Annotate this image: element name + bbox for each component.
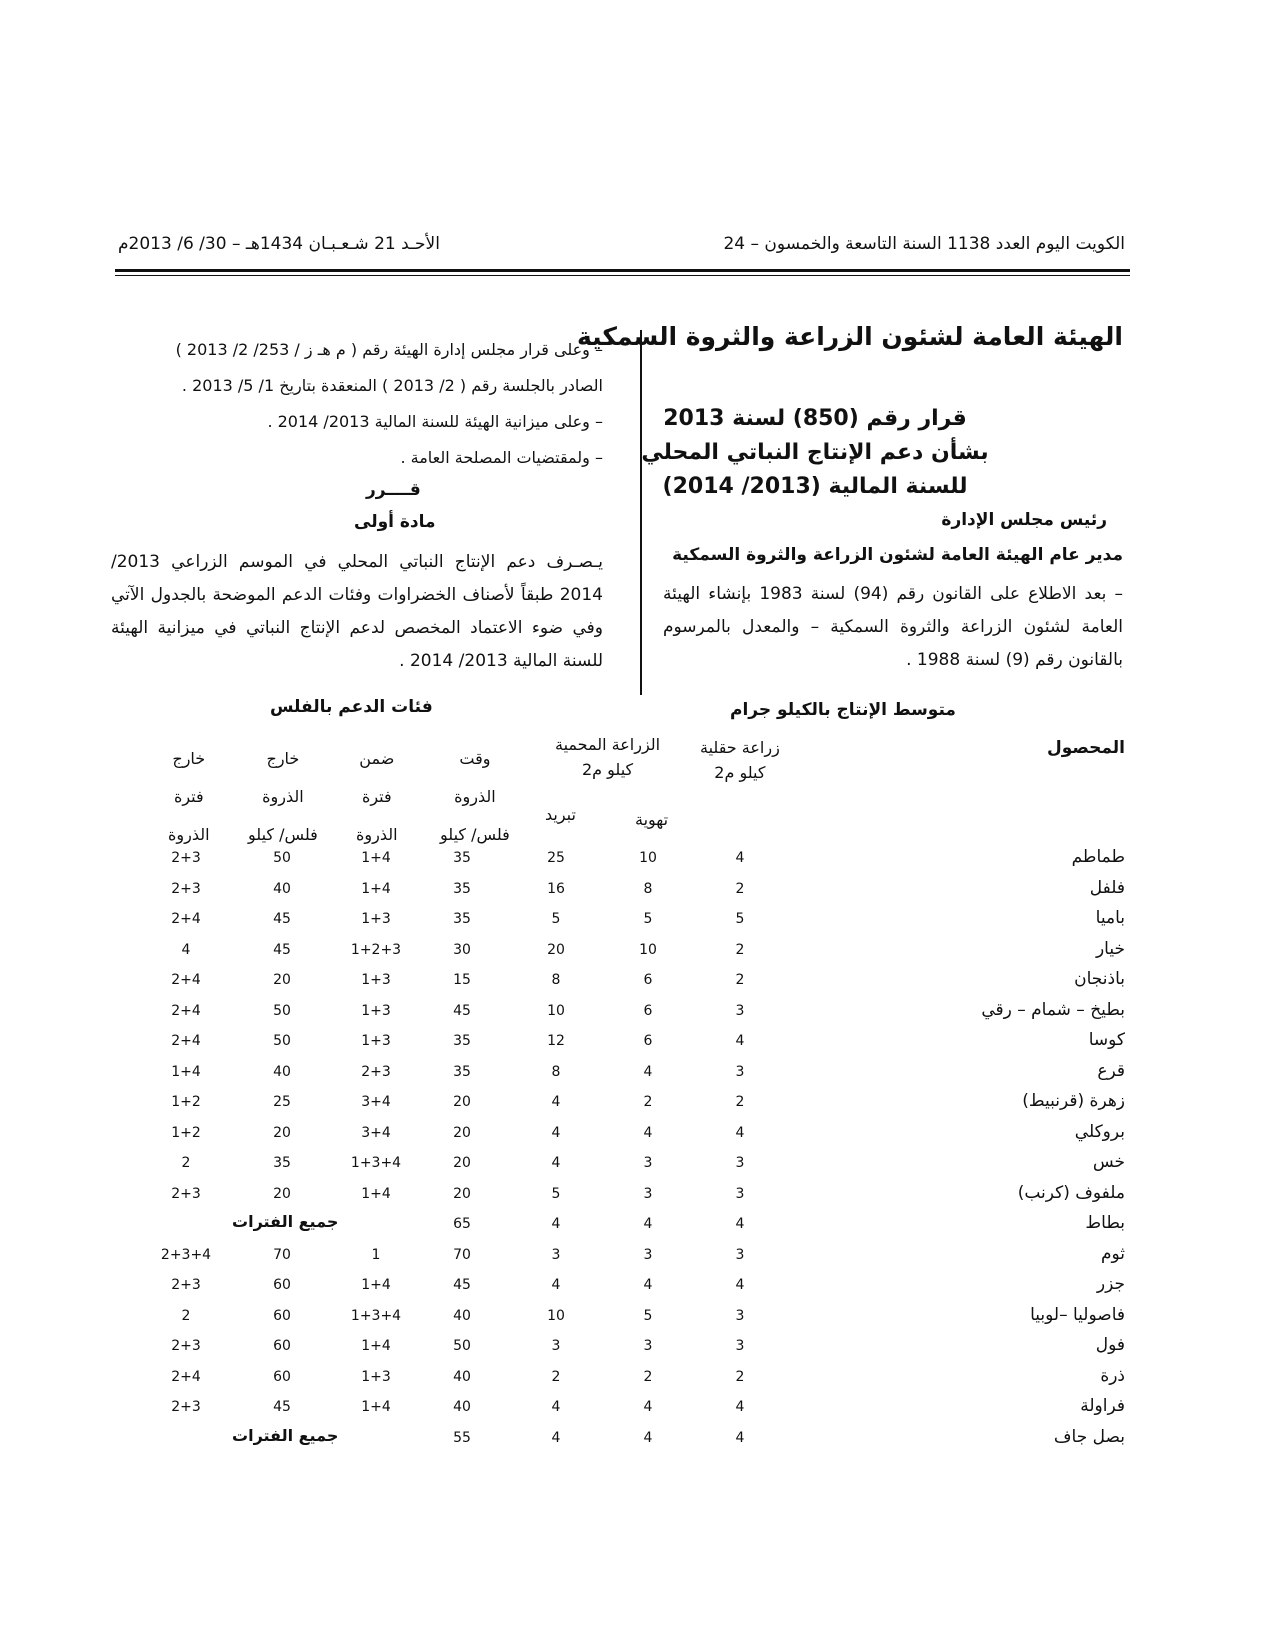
header-protected-line: الزراعة المحمية xyxy=(555,735,661,754)
cell-peak-time: 50 xyxy=(453,1338,471,1354)
preamble-text: – بعد الاطلاع على القانون رقم (94) لسنة 1983 بإنشاء الهيئة العامة لشئون الزراعة والثروة السمكية – والمعدل بالمرسوم بالقانون رقم (9) لسنة 1988 . xyxy=(663,584,1124,670)
cell-field: 4 xyxy=(735,1033,745,1049)
cell-outside-peak: 45 xyxy=(273,911,291,927)
cell-cooling: 4 xyxy=(551,1124,561,1141)
cell-within-period: 1+4 xyxy=(361,880,391,897)
cell-peak-time: 40 xyxy=(453,1307,471,1324)
cell-cooling: 4 xyxy=(551,1094,561,1110)
cell-crop: كوسا xyxy=(1088,1030,1125,1050)
header-peak-line: وقت xyxy=(459,749,491,768)
cell-outside-peak: 20 xyxy=(273,972,291,988)
cell-peak-time: 40 xyxy=(453,1399,471,1415)
support-group-heading: فئات الدعم بالفلس xyxy=(270,697,433,717)
cell-within-period: 1+4 xyxy=(361,1338,391,1354)
cell-outside-period: 2+3 xyxy=(171,1399,201,1415)
cell-outside-peak: 45 xyxy=(273,941,291,958)
cell-within-period: 1+3+4 xyxy=(350,1155,402,1171)
cell-crop: فراولة xyxy=(1080,1396,1125,1416)
cell-cooling: 12 xyxy=(547,1033,565,1049)
cell-outside-peak: 60 xyxy=(273,1307,291,1324)
cell-within-period: 1+4 xyxy=(361,850,391,866)
cell-outside-peak: 50 xyxy=(273,1033,291,1049)
cell-within-period: 1+3 xyxy=(361,1002,391,1019)
cell-peak-time: 15 xyxy=(453,972,471,988)
cell-cooling: 3 xyxy=(551,1338,561,1354)
header-outperiod-line: الذروة xyxy=(168,825,210,844)
cell-peak-time: 65 xyxy=(453,1216,471,1232)
decree-title-line: قرار رقم (850) لسنة 2013 xyxy=(663,406,967,431)
cell-cooling: 8 xyxy=(551,1063,561,1080)
cell-crop: قرع xyxy=(1097,1060,1125,1081)
cell-field: 4 xyxy=(735,1399,745,1415)
cell-field: 5 xyxy=(735,911,745,927)
production-group-heading: متوسط الإنتاج بالكيلو جرام xyxy=(730,700,956,720)
cell-field: 4 xyxy=(735,1429,745,1446)
cell-field: 3 xyxy=(735,1246,745,1263)
cell-outside-period: 2 xyxy=(181,1155,191,1171)
cell-ventilation: 3 xyxy=(643,1185,653,1202)
cell-outside-period: 2+4 xyxy=(171,1033,201,1049)
cell-outside-period: 2+3 xyxy=(171,1338,201,1354)
cell-field: 3 xyxy=(735,1338,745,1354)
cell-field: 3 xyxy=(735,1155,745,1171)
all-periods-label: جميع الفترات xyxy=(232,1212,339,1231)
cell-ventilation: 10 xyxy=(639,850,657,866)
cell-ventilation: 2 xyxy=(643,1094,653,1110)
cell-peak-time: 45 xyxy=(453,1277,471,1293)
cell-ventilation: 3 xyxy=(643,1338,653,1354)
cell-ventilation: 4 xyxy=(643,1124,653,1141)
header-outperiod-line: فترة xyxy=(173,787,204,806)
date-info: الأحـد 21 شـعـبـان 1434هـ – 30/ 6/ 2013م xyxy=(118,234,440,254)
header-crop: المحصول xyxy=(1046,738,1125,758)
issue-info: الكويت اليوم العدد 1138 السنة التاسعة والخمسون – 24 xyxy=(723,234,1125,254)
cell-cooling: 3 xyxy=(551,1246,561,1263)
cell-cooling: 4 xyxy=(551,1429,561,1446)
cell-outside-period: 2+4 xyxy=(171,972,201,988)
cell-field: 4 xyxy=(735,1124,745,1141)
cell-field: 3 xyxy=(735,1063,745,1080)
cell-crop: فاصوليا –لوبيا xyxy=(1030,1304,1125,1325)
header-outside-line: فلس/ كيلو xyxy=(248,825,318,844)
cell-outside-period: 2+4 xyxy=(171,911,201,927)
cell-ventilation: 2 xyxy=(643,1368,653,1385)
cell-within-period: 1+4 xyxy=(361,1185,391,1202)
column-divider xyxy=(640,330,642,695)
header-peak-line: الذروة xyxy=(454,787,496,806)
cell-outside-period: 2+4 xyxy=(171,1002,201,1019)
cell-crop: ملفوف (كرنب) xyxy=(1017,1182,1125,1203)
cell-field: 4 xyxy=(735,850,745,866)
cell-outside-peak: 70 xyxy=(273,1246,291,1263)
cell-peak-time: 55 xyxy=(453,1429,471,1446)
authority-title: الهيئة العامة لشئون الزراعة والثروة السمكية xyxy=(576,322,1123,351)
cell-crop: خس xyxy=(1092,1152,1125,1172)
cell-within-period: 3+4 xyxy=(361,1124,391,1141)
cell-within-period: 1+2+3 xyxy=(350,941,402,958)
cell-crop: جزر xyxy=(1096,1274,1125,1294)
cell-within-period: 1 xyxy=(371,1246,381,1263)
decree-title xyxy=(605,402,1025,504)
header-within-line: فترة xyxy=(361,787,392,806)
cell-outside-peak: 20 xyxy=(273,1124,291,1141)
cell-cooling: 4 xyxy=(551,1399,561,1415)
cell-cooling: 4 xyxy=(551,1277,561,1293)
cell-peak-time: 20 xyxy=(453,1124,471,1141)
cell-cooling: 5 xyxy=(551,911,561,927)
cell-crop: باميا xyxy=(1095,908,1125,928)
cell-field: 2 xyxy=(735,941,745,958)
cell-cooling: 2 xyxy=(551,1368,561,1385)
cell-ventilation: 5 xyxy=(643,1307,653,1324)
cell-outside-peak: 35 xyxy=(273,1155,291,1171)
decree-title-line: للسنة المالية (2013/ 2014) xyxy=(662,474,968,499)
header-cooling: تبريد xyxy=(545,805,576,824)
cell-within-period: 1+3 xyxy=(361,911,391,927)
cell-peak-time: 70 xyxy=(453,1246,471,1263)
cell-cooling: 4 xyxy=(551,1216,561,1232)
cell-crop: باذنجان xyxy=(1074,969,1125,989)
cell-outside-peak: 25 xyxy=(273,1094,291,1110)
cell-field: 3 xyxy=(735,1307,745,1324)
all-periods-label: جميع الفترات xyxy=(232,1425,339,1445)
header-field-unit: كيلو م2 xyxy=(714,763,766,782)
cell-field: 2 xyxy=(735,1094,745,1110)
recital-line: – وعلى قرار مجلس إدارة الهيئة رقم ( م هـ ز / 253/ 2/ 2013 ) xyxy=(175,340,603,359)
cell-outside-peak: 20 xyxy=(273,1185,291,1202)
cell-peak-time: 20 xyxy=(453,1185,471,1202)
cell-ventilation: 10 xyxy=(639,941,657,958)
header-within-period xyxy=(356,740,398,854)
cell-outside-period: 4 xyxy=(181,941,191,958)
cell-outside-period: 2+4 xyxy=(171,1368,201,1385)
cell-ventilation: 4 xyxy=(643,1063,653,1080)
cell-outside-peak: 60 xyxy=(273,1338,291,1354)
cell-ventilation: 4 xyxy=(643,1399,653,1415)
header-rule-thick xyxy=(115,269,1130,272)
cell-ventilation: 6 xyxy=(643,1002,653,1019)
cell-outside-period: 1+4 xyxy=(171,1063,201,1080)
cell-peak-time: 35 xyxy=(453,1033,471,1049)
cell-crop: بطيخ – شمام – رقي xyxy=(981,999,1125,1020)
header-outperiod-line: خارج xyxy=(172,749,206,768)
article-title: مادة أولى xyxy=(354,512,436,532)
cell-outside-peak: 50 xyxy=(273,1002,291,1019)
cell-crop: بطاط xyxy=(1085,1213,1125,1233)
cell-outside-period: 1+2 xyxy=(171,1124,201,1141)
cell-field: 2 xyxy=(735,880,745,897)
cell-ventilation: 4 xyxy=(643,1216,653,1232)
cell-outside-peak: 40 xyxy=(273,1063,291,1080)
cell-field: 3 xyxy=(735,1002,745,1019)
cell-outside-peak: 50 xyxy=(273,850,291,866)
header-peak-line: فلس/ كيلو xyxy=(440,825,510,844)
header-field xyxy=(700,738,780,782)
cell-within-period: 3+4 xyxy=(361,1094,391,1110)
cell-field: 2 xyxy=(735,972,745,988)
header-ventilation: تهوية xyxy=(635,810,669,829)
cell-outside-peak: 60 xyxy=(273,1277,291,1293)
cell-ventilation: 3 xyxy=(643,1246,653,1263)
cell-crop: بروكلي xyxy=(1074,1121,1125,1142)
cell-ventilation: 8 xyxy=(643,880,653,897)
cell-peak-time: 45 xyxy=(453,1002,471,1019)
cell-crop: فول xyxy=(1095,1335,1125,1355)
cell-peak-time: 35 xyxy=(453,880,471,897)
cell-field: 2 xyxy=(735,1368,745,1385)
cell-within-period: 2+3 xyxy=(361,1063,391,1080)
cell-peak-time: 35 xyxy=(453,911,471,927)
decree-title-line: بشأن دعم الإنتاج النباتي المحلي xyxy=(641,440,989,465)
cell-peak-time: 20 xyxy=(453,1094,471,1110)
cell-outside-peak: 45 xyxy=(273,1399,291,1415)
header-rule-thin xyxy=(115,275,1130,276)
cell-within-period: 1+3 xyxy=(361,1368,391,1385)
cell-outside-period: 2+3 xyxy=(171,880,201,897)
cell-cooling: 20 xyxy=(547,941,565,958)
cell-field: 3 xyxy=(735,1185,745,1202)
cell-cooling: 5 xyxy=(551,1185,561,1202)
cell-peak-time: 40 xyxy=(453,1368,471,1385)
cell-within-period: 1+3 xyxy=(361,972,391,988)
cell-crop: خيار xyxy=(1095,938,1125,959)
director-general: مدير عام الهيئة العامة لشئون الزراعة والثروة السمكية xyxy=(672,545,1123,565)
cell-cooling: 10 xyxy=(547,1307,565,1324)
cell-peak-time: 35 xyxy=(453,1063,471,1080)
cell-outside-peak: 40 xyxy=(273,880,291,897)
cell-crop: ثوم xyxy=(1100,1243,1125,1264)
cell-crop: فلفل xyxy=(1089,877,1125,898)
cell-within-period: 1+3+4 xyxy=(350,1307,402,1324)
cell-crop: طماطم xyxy=(1071,847,1125,867)
header-protected xyxy=(555,735,660,779)
recital-line: – ولمقتضيات المصلحة العامة . xyxy=(400,448,603,467)
header-outside-peak xyxy=(248,740,318,854)
header-outside-line: الذروة xyxy=(262,787,304,806)
cell-ventilation: 4 xyxy=(643,1277,653,1293)
decided-heading: قــــرر xyxy=(366,480,421,500)
article-text: يـصـرف دعم الإنتاج النباتي المحلي في الموسم الزراعي 2013/ 2014 طبقاً لأصناف الخضراوات وفئات الدعم الموضحة بالجدول الآتي وفي ضوء الاعتماد المخصص لدعم الإنتاج النباتي في ميزانية الهيئة للسنة المالية 2013/ 2014 . xyxy=(111,552,603,671)
cell-ventilation: 6 xyxy=(643,1033,653,1049)
cell-outside-period: 1+2 xyxy=(171,1094,201,1110)
cell-outside-period: 2+3 xyxy=(171,1277,201,1293)
cell-crop: زهرة (قرنبيط) xyxy=(1022,1091,1125,1111)
cell-ventilation: 3 xyxy=(643,1155,653,1171)
header-protected-unit: كيلو م2 xyxy=(581,760,634,779)
cell-cooling: 8 xyxy=(551,972,561,988)
cell-within-period: 1+4 xyxy=(361,1399,391,1415)
cell-within-period: 1+3 xyxy=(361,1033,391,1049)
header-peak-time xyxy=(440,740,510,854)
cell-peak-time: 20 xyxy=(453,1155,471,1171)
recital-line: – وعلى ميزانية الهيئة للسنة المالية 2013/ 2014 . xyxy=(267,412,603,431)
cell-cooling: 25 xyxy=(547,850,565,866)
cell-outside-period: 2+3 xyxy=(171,850,201,866)
cell-ventilation: 4 xyxy=(643,1429,653,1446)
cell-outside-period: 2+3 xyxy=(171,1185,201,1202)
cell-outside-period: 2+3+4 xyxy=(160,1246,212,1263)
chairman-heading: رئيس مجلس الإدارة xyxy=(941,510,1107,530)
header-outside-line: خارج xyxy=(266,749,300,768)
cell-outside-period: 2 xyxy=(181,1307,191,1324)
recital-line: الصادر بالجلسة رقم ( 2/ 2013 ) المنعقدة بتاريخ 1/ 5/ 2013 . xyxy=(181,376,603,395)
recitals xyxy=(111,332,603,476)
cell-crop: ذرة xyxy=(1100,1365,1125,1386)
header-outside-period xyxy=(168,740,210,854)
cell-field: 4 xyxy=(735,1277,745,1293)
cell-crop: بصل جاف xyxy=(1053,1426,1125,1447)
header-field-line: زراعة حقلية xyxy=(700,738,780,757)
cell-ventilation: 6 xyxy=(643,972,653,988)
header-within-line: ضمن xyxy=(359,749,395,768)
header-within-line: الذروة xyxy=(356,825,398,844)
cell-outside-peak: 60 xyxy=(273,1368,291,1385)
cell-peak-time: 30 xyxy=(453,941,471,958)
cell-ventilation: 5 xyxy=(643,911,653,927)
cell-cooling: 10 xyxy=(547,1002,565,1019)
cell-cooling: 16 xyxy=(547,880,565,897)
cell-cooling: 4 xyxy=(551,1155,561,1171)
cell-field: 4 xyxy=(735,1216,745,1232)
cell-within-period: 1+4 xyxy=(361,1277,391,1293)
cell-peak-time: 35 xyxy=(453,850,471,866)
